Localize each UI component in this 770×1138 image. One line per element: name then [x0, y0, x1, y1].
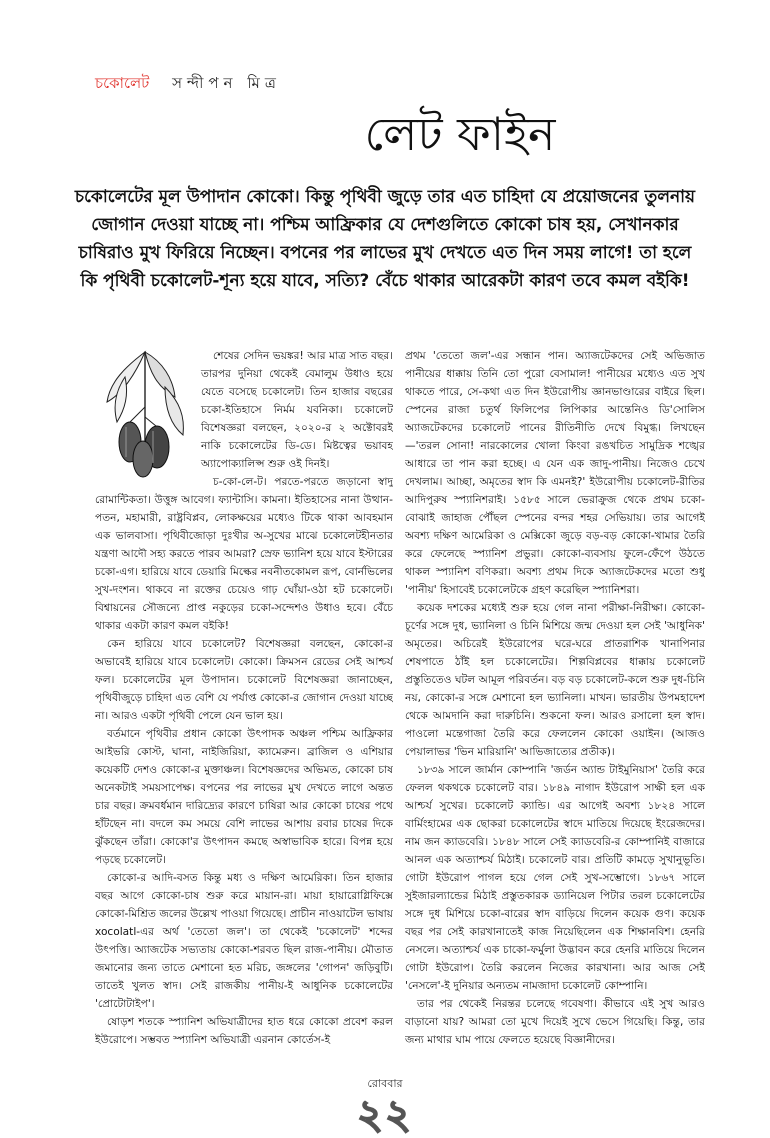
- page-number: ২২: [356, 1092, 413, 1138]
- article-title: লেট ফাইন: [364, 107, 556, 161]
- right-paragraph-4: তার পর থেকেই নিরন্তর চলেছে গবেষণা। কীভাবে এই সুখ আরও বাড়ানো যায়? আমরা তো মুখে দিয়েই সুখে ভেসে গিয়েছি। কিন্তু, তার জন্য মাথার ঘাম পায়ে ফেলতে হয়েছে বিজ্ঞানীদের।: [405, 998, 705, 1046]
- cocoa-plant-illustration: [95, 347, 195, 485]
- page-footer: [0, 1075, 770, 1136]
- right-paragraph-1: প্রথম 'তেতো জল'-এর সন্ধান পান। অ্যাজটেকদের সেই অভিজাত পানীয়ের ধাক্কায় তিনি তো পুরো বেসামাল! পানীয়ের মধ্যেও এত সুখ থাকতে পারে, সে-কথা এত দিন ইউরোপীয় জ্ঞানভাণ্ডারের বাইরে ছিল। স্পেনের রাজা চতুর্থ ফিলিপের লিপিকার আন্তেনিও ডি'সোলিস অ্যাজটেকদের চকোলেট পানের রীতিনীতি দেখে বিমুগ্ধ। লিখছেন—'তরল সোনা! নারকোলের খোলা কিংবা রঙখচিত সামুদ্রিক শঙ্খের আধারে তা পান করা হচ্ছে। এ যেন এক জাদু-পানীয়। নিজেও চেখে দেখলাম। আচ্ছা, অমৃতের স্বাদ কি এমনই?' ইউরোপীয় চকোলেট-রীতির আদিপুরুষ স্প্যানিশরাই। ১৫৮৫ সালে ভেরাক্রুজ থেকে প্রথম চকো-বোঝাই জাহাজ পৌঁছল স্পেনের বন্দর শহর সেভিয়ায়। তার আগেই অবশ্য দক্ষিণ আমেরিকা ও মেক্সিকো জুড়ে বড়-বড় কোকো-খামার তৈরি করে ফেলেছে স্প্যানিশ প্রভুরা। কোকো-ব্যবসায় ফুলে-ফেঁপে উঠতে থাকল স্প্যানিশ বণিকরা। অবশ্য প্রথম দিকে অ্যাজটেকদের মতো শুধু 'পানীয়' হিসাবেই চকোলেটকে গ্রহণ করেছিল স্প্যানিশরা।: [405, 350, 705, 596]
- left-paragraph-1: শেষের সেদিন ভয়ঙ্কর! আর মাত্র সাত বছর। তারপর দুনিয়া থেকেই বেমালুম উধাও হয়ে যেতে বসেছে চকোলেট। তিন হাজার বছরের চকো-ইতিহাসে নির্মম যবনিকা। চকোলেট বিশেষজ্ঞরা বলছেন, ২০২০-র ২ অক্টোবরই নাকি চকোলেটের ডি-ডে। মিষ্টত্বের ভয়াবহ অ্যাপোক্যালিপ্স শুরু ওই দিনই।: [201, 350, 393, 470]
- right-paragraph-2: কয়েক দশকের মধ্যেই শুরু হয়ে গেল নানা পরীক্ষা-নিরীক্ষা। কোকো-চূর্ণের সঙ্গে দুধ, ভ্যানিলা ও চিনি মিশিয়ে জন্ম দেওয়া হল সেই 'আধুনিক' অমৃতের। অচিরেই ইউরোপের ঘরে-ঘরে প্রাতরাশিক খানাপিনার শেষপাতে ঠাঁই হল চকোলেটের। শিল্পবিপ্লবের ধাক্কায় চকোলেট প্রস্তুতিতেও ঘটল আমূল পরিবর্তন। বড় বড় চকোলেট-কলে শুরু দুধ-চিনি নয়, কোকো-র সঙ্গে মেশানো হল ভ্যানিলা। মাখন। ভারতীয় উপমহাদেশ থেকে আমদানি করা দারুচিনি। শুকনো ফল। আরও রসালো হল স্বাদ। পাওলো মন্তেগাজা তৈরি করে ফেললেন কোকো ওয়াইন। (আজও পেয়ালাভর 'ভিন মারিয়ানি' আভিজাত্যের প্রতীক)।: [405, 602, 705, 758]
- left-paragraph-3: কেন হারিয়ে যাবে চকোলেট? বিশেষজ্ঞরা বলছেন, কোকো-র অভাবেই হারিয়ে যাবে চকোলেট। কোকো। ক্রিমসন রেডের সেই আশ্চর্য ফল। চকোলেটের মূল উপাদান। চকোলেট বিশেষজ্ঞরা জানাচ্ছেন, পৃথিবীজুড়ে চাহিদা এত বেশি যে পর্যাপ্ত কোকো-র জোগান দেওয়া যাচ্ছে না। আরও একটা পৃথিবী পেলে যেন ভাল হয়।: [95, 638, 393, 722]
- magazine-name: রোববার: [367, 1077, 403, 1090]
- left-paragraph-6: ষোড়শ শতকে স্প্যানিশ অভিযাত্রীদের হাত ধরে কোকো প্রবেশ করল ইউরোপে। সম্ভবত স্প্যানিশ অভিযাত্রী এরনান কোর্তেস-ই: [95, 1016, 393, 1046]
- left-column: [95, 347, 393, 1072]
- section-label: চকোলেট: [95, 74, 150, 92]
- left-paragraph-5: কোকো-র আদি-বসত কিন্তু মধ্য ও দক্ষিণ আমেরিকা। তিন হাজার বছর আগে কোকো-চাষ শুরু করে মায়ান-রা। মায়া হায়ারোগ্লিফিক্সে কোকো-মিশ্রিত জলের উল্লেখ পাওয়া গিয়েছে। প্রাচীন নাওয়াটেল ভাষায় xocolatl-এর অর্থ 'তেতো জল'। তা থেকেই 'চকোলেট' শব্দের উৎপত্তি। অ্যাজটেক সভ্যতায় কোকো-শরবত ছিল রাজ-পানীয়। মৌতাত জমানোর জন্য তাতে মেশানো হত মরিচ, জঙ্গলের 'গোপন' জড়িবুটি। তাতেই খুলত স্বাদ। সেই রাজকীয় পানীয়-ই আধুনিক চকোলেটের 'প্রোটোটাইপ'।: [95, 872, 393, 1010]
- right-column: [405, 347, 705, 1072]
- left-paragraph-2: চ-কো-লে-ট। পরতে-পরতে জড়ানো স্বাদু রোমান্টিকতা। উত্তুঙ্গ আবেগ। ফ্যান্টাসি। কামনা। ইতিহাসের নানা উত্থান-পতন, মহামারী, রাষ্ট্রবিপ্লব, লোকক্ষয়ের মধ্যেও টিকে থাকা আবহমান এক ভালবাসা। পৃথিবীজোড়া দুঃখীর অ-সুখের মাঝে চকোলেটহীনতার যন্ত্রণা আদৌ সহ্য করতে পারব আমরা? স্রেফ ভ্যানিশ হয়ে যাবে ইস্টারের চকো-এগ। হারিয়ে যাবে ডেয়ারি মিল্কের নবনীতকোমল রূপ, বোর্নভিলের সুখ-দংশন। থাকবে না রক্তের চেয়েও গাঢ় ঘোঁয়া-ওঠা হট চকোলেট। বিশ্বায়নের সৌজন্যে প্রাপ্ত নকুড়ের চকো-সন্দেশও উধাও হবে। বেঁচে থাকার একটা কারণ কমল বইকি!: [95, 476, 393, 632]
- author-name: সন্দীপন মিত্র: [172, 74, 281, 92]
- right-paragraph-3: ১৮৩৯ সালে জার্মান কোম্পানি 'জর্ডন অ্যান্ড টাইমুনিয়াস' তৈরি করে ফেলল থকথকে চকোলেট বার। ১৮৪৯ নাগাদ ইউরোপ সাক্ষী হল এক আশ্চর্য সুখের। চকোলেট ক্যান্ডি। এর আগেই অবশ্য ১৮২৪ সালে বার্মিংহামের এক ছোকরা চকোলেটের স্বাদে মাতিয়ে দিয়েছে ইংরেজদের। নাম জন ক্যাডবেরি। ১৮৪৮ সালে সেই ক্যাডবেরি-র কোম্পানিই বাজারে আনল এক অত্যাশ্চর্য মিঠাই। চকোলেট বার। প্রতিটি কামড়ে সুখানুভূতি। গোটা ইউরোপ পাগল হয়ে গেল সেই সুখ-সম্ভোগে। ১৮৬৭ সালে সুইজারল্যান্ডের মিঠাই প্রস্তুতকারক ড্যানিয়েল পিটার তরল চকোলেটের সঙ্গে দুধ মিশিয়ে চকো-বারের স্বাদ বাড়িয়ে দিলেন কয়েক গুণ। কয়েক বছর পর সেই কারখানাতেই কাজ নিয়েছিলেন এক শিক্ষানবিশ। হেনরি নেসলে। অত্যাশ্চর্য এক চাকো-ফর্মুলা উদ্ভাবন করে হেনরি মাতিয়ে দিলেন গোটা ইউরোপ। তৈরি করলেন নিজের কারখানা। আর আজ সেই 'নেসলে'-ই দুনিয়ার অন্যতম নামজাদা চকোলেট কোম্পানি।: [405, 764, 705, 992]
- left-paragraph-4: বর্তমানে পৃথিবীর প্রধান কোকো উৎপাদক অঞ্চল পশ্চিম আফ্রিকার আইভরি কোস্ট, ঘানা, নাইজিরিয়া, ক্যামেরুন। ব্রাজিল ও এশিয়ার কয়েকটি দেশও কোকো-র মুক্তাঞ্চল। বিশেষজ্ঞদের অভিমত, কোকো চাষ অনেকটাই সময়সাপেক্ষ। বপনের পর লাভের মুখ দেখতে লাগে অন্তত চার বছর। ক্রমবর্ধমান দারিদ্র্যের কারণে চাষিরা আর কোকো চাষের পথে হাঁটছেন না। বদলে কম সময়ে বেশি লাভের আশায় রবার চাষের দিকে ঝুঁকছেন তাঁরা। কোকো'র উৎপাদন কমছে অস্বাভাবিক হারে। বিপন্ন হয়ে পড়ছে চকোলেট।: [95, 728, 393, 866]
- byline: [95, 72, 281, 97]
- intro-paragraph: চকোলেটের মূল উপাদান কোকো। কিন্তু পৃথিবী জুড়ে তার এত চাহিদা যে প্রয়োজনের তুলনায় জোগান দেওয়া যাচ্ছে না। পশ্চিম আফ্রিকার যে দেশগুলিতে কোকো চাষ হয়, সেখানকার চাষিরাও মুখ ফিরিয়ে নিচ্ছেন। বপনের পর লাভের মুখ দেখতে এত দিন সময় লাগে! তা হলে কি পৃথিবী চকোলেট-শূন্য হয়ে যাবে, সত্যি? বেঁচে থাকার আরেকটা কারণ তবে কমল বইকি!: [74, 187, 696, 291]
